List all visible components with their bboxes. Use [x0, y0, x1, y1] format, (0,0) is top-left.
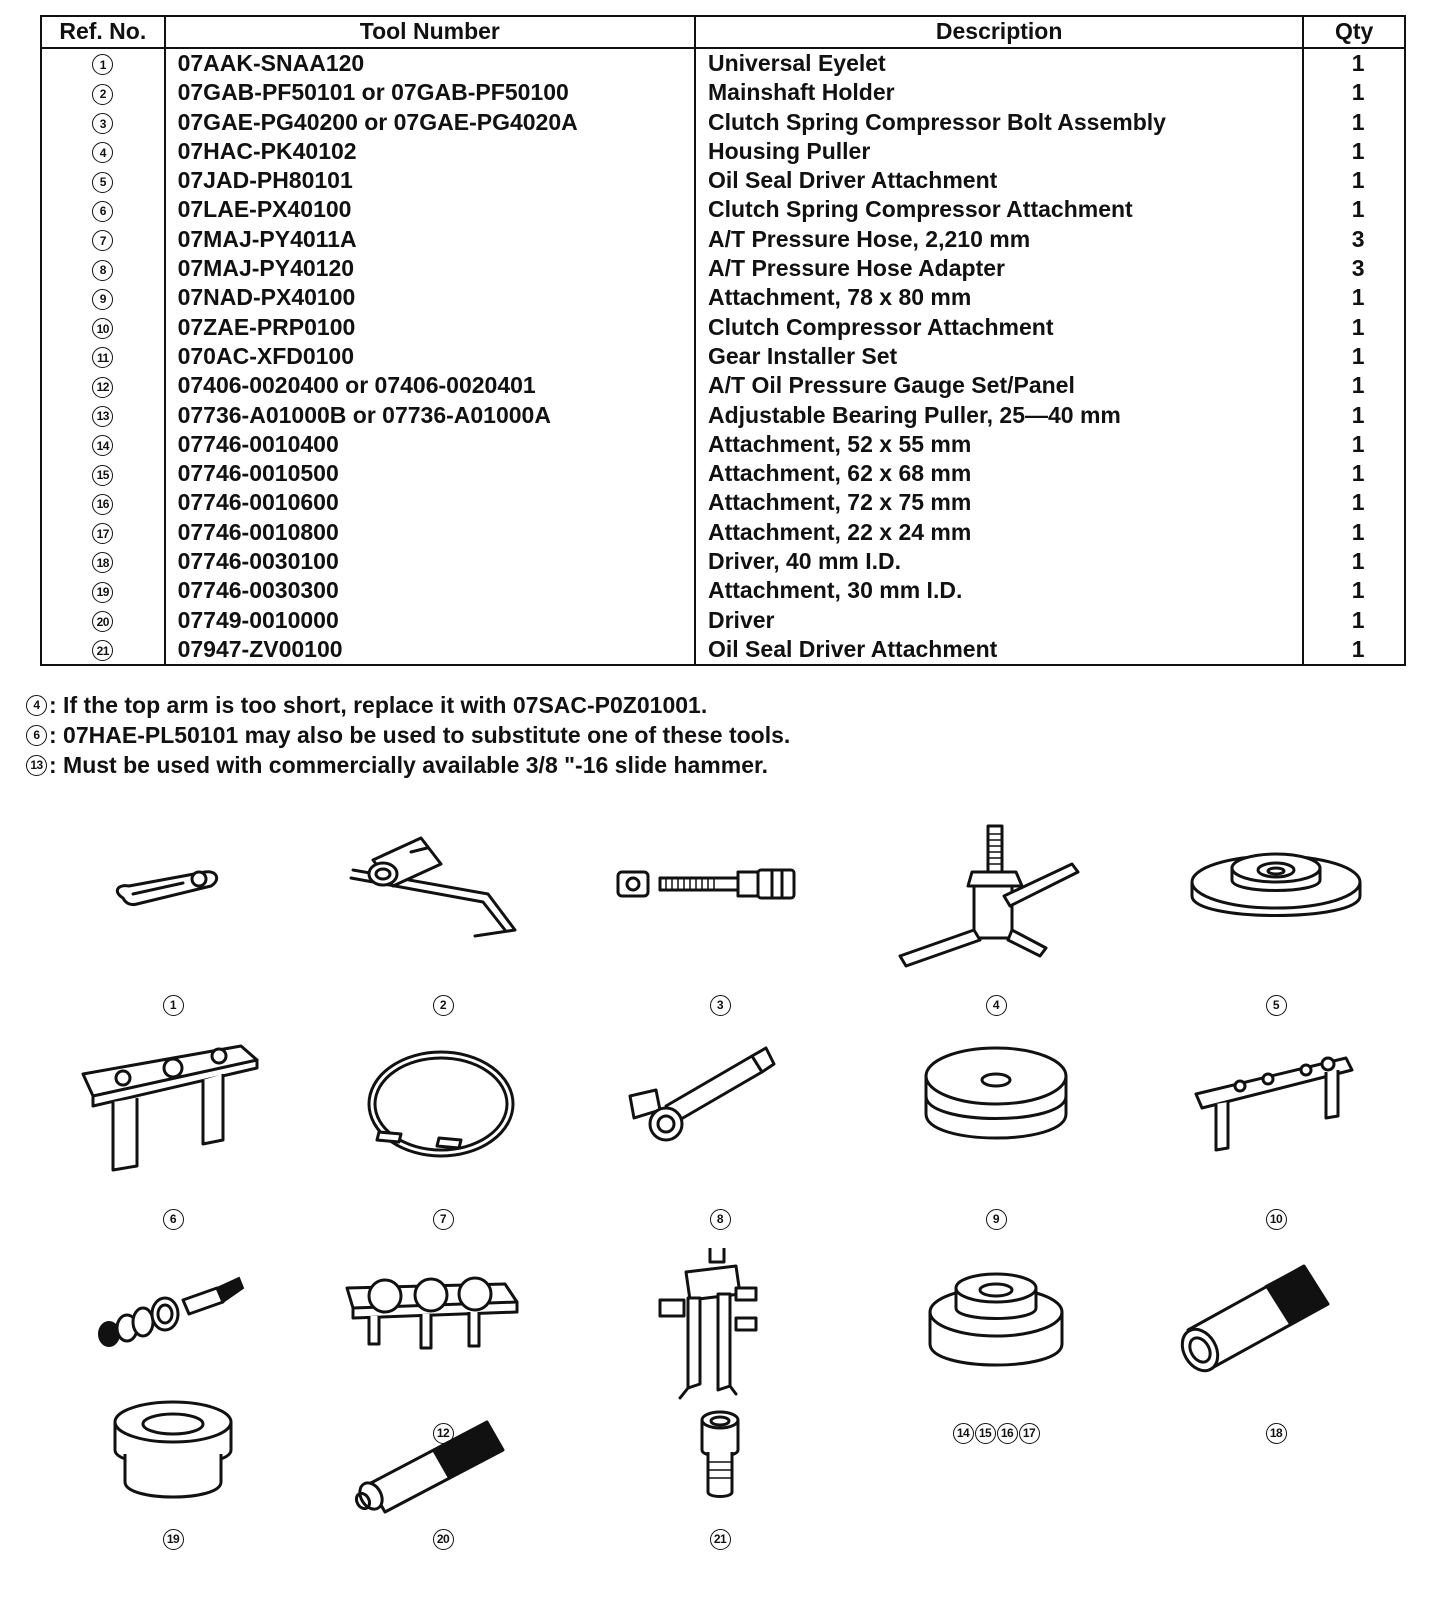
caption-ref-number: 16	[997, 1423, 1018, 1444]
table-row	[41, 606, 1405, 635]
cell-tool-number: 07746-0030300	[165, 576, 695, 605]
cell-ref-no	[41, 606, 165, 635]
universal-eyelet-icon	[53, 820, 293, 1000]
illustration-caption	[876, 1418, 1116, 1448]
cell-tool-number: 07746-0010800	[165, 518, 695, 547]
ref-number: 5	[92, 172, 113, 193]
illustration-caption	[876, 1204, 1116, 1234]
caption-ref-number: 20	[433, 1529, 454, 1550]
illustration-2	[323, 820, 563, 1050]
compressor-bolt-assembly-icon	[600, 820, 840, 1000]
header-qty: Qty	[1303, 16, 1405, 48]
cell-qty: 1	[1303, 518, 1405, 547]
illustration-8	[600, 1034, 840, 1264]
cell-ref-no	[41, 371, 165, 400]
housing-puller-icon	[876, 820, 1116, 1000]
cell-tool-number: 07746-0010600	[165, 488, 695, 517]
cell-qty: 3	[1303, 254, 1405, 283]
cell-tool-number: 070AC-XFD0100	[165, 342, 695, 371]
caption-ref-number: 14	[953, 1423, 974, 1444]
table-row	[41, 518, 1405, 547]
illustration-caption	[600, 1204, 840, 1234]
ref-number: 15	[92, 465, 113, 486]
caption-ref-number: 19	[163, 1529, 184, 1550]
table-row	[41, 254, 1405, 283]
ref-number: 16	[92, 494, 113, 515]
cell-ref-no	[41, 401, 165, 430]
caption-ref-number: 5	[1266, 995, 1287, 1016]
illustration-14-17	[876, 1248, 1116, 1478]
illustration-caption	[53, 990, 293, 1020]
cell-ref-no	[41, 137, 165, 166]
caption-ref-number: 6	[163, 1209, 184, 1230]
cell-ref-no	[41, 108, 165, 137]
header-ref-no: Ref. No.	[41, 16, 165, 48]
cell-tool-number: 07LAE-PX40100	[165, 195, 695, 224]
illustration-21	[600, 1392, 840, 1622]
cell-description: Adjustable Bearing Puller, 25—40 mm	[695, 401, 1303, 430]
illustration-caption	[323, 1204, 563, 1234]
cell-tool-number: 07ZAE-PRP0100	[165, 313, 695, 342]
footnote-text: : If the top arm is too short, replace it with 07SAC-P0Z01001.	[49, 692, 708, 718]
illustration-6	[53, 1034, 293, 1264]
ref-number: 11	[92, 347, 113, 368]
table-row	[41, 547, 1405, 576]
illustration-7	[323, 1034, 563, 1264]
cell-tool-number: 07746-0010400	[165, 430, 695, 459]
caption-ref-number: 9	[986, 1209, 1007, 1230]
cell-description: Oil Seal Driver Attachment	[695, 635, 1303, 665]
cell-description: Clutch Compressor Attachment	[695, 313, 1303, 342]
cell-description: Clutch Spring Compressor Bolt Assembly	[695, 108, 1303, 137]
cell-description: Universal Eyelet	[695, 48, 1303, 78]
cell-tool-number: 07AAK-SNAA120	[165, 48, 695, 78]
table-header-row	[41, 16, 1405, 48]
table-row	[41, 225, 1405, 254]
cell-qty: 1	[1303, 576, 1405, 605]
cell-qty: 1	[1303, 488, 1405, 517]
header-description: Description	[695, 16, 1303, 48]
footnotes	[26, 690, 790, 780]
ref-number: 13	[92, 406, 113, 427]
cell-description: Gear Installer Set	[695, 342, 1303, 371]
footnote-ref-number: 6	[26, 725, 47, 746]
cell-ref-no	[41, 254, 165, 283]
cell-ref-no	[41, 195, 165, 224]
illustration-caption	[600, 1524, 840, 1554]
illustration-19	[53, 1392, 293, 1622]
caption-ref-number: 7	[433, 1209, 454, 1230]
cell-tool-number: 07MAJ-PY40120	[165, 254, 695, 283]
clutch-compressor-attachment-icon	[1156, 1034, 1396, 1214]
footnote	[26, 720, 790, 750]
cell-qty: 1	[1303, 313, 1405, 342]
ref-number: 10	[92, 318, 113, 339]
footnote-text: : Must be used with commercially available 3/8 "-16 slide hammer.	[49, 752, 769, 778]
cell-ref-no	[41, 342, 165, 371]
illustration-caption	[53, 1524, 293, 1554]
cell-description: Attachment, 22 x 24 mm	[695, 518, 1303, 547]
clutch-spring-compressor-attachment-icon	[53, 1034, 293, 1214]
pressure-hose-icon	[323, 1034, 563, 1214]
ref-number: 9	[92, 289, 113, 310]
ref-number: 12	[92, 377, 113, 398]
footnote-text: : 07HAE-PL50101 may also be used to substitute one of these tools.	[49, 722, 791, 748]
cell-ref-no	[41, 518, 165, 547]
cell-description: Attachment, 52 x 55 mm	[695, 430, 1303, 459]
cell-tool-number: 07746-0010500	[165, 459, 695, 488]
ref-number: 14	[92, 435, 113, 456]
illustration-caption	[1156, 990, 1396, 1020]
table-row	[41, 137, 1405, 166]
ref-number: 3	[92, 113, 113, 134]
cell-ref-no	[41, 48, 165, 78]
cell-tool-number: 07GAE-PG40200 or 07GAE-PG4020A	[165, 108, 695, 137]
ref-number: 2	[92, 84, 113, 105]
cell-description: Attachment, 72 x 75 mm	[695, 488, 1303, 517]
illustration-caption	[323, 1524, 563, 1554]
illustration-caption	[1156, 1418, 1396, 1448]
mainshaft-holder-icon	[323, 820, 563, 1000]
cell-ref-no	[41, 166, 165, 195]
caption-ref-number: 12	[433, 1423, 454, 1444]
cell-ref-no	[41, 313, 165, 342]
table-row	[41, 576, 1405, 605]
cell-qty: 1	[1303, 108, 1405, 137]
cell-ref-no	[41, 635, 165, 665]
cell-qty: 1	[1303, 459, 1405, 488]
cell-qty: 1	[1303, 166, 1405, 195]
caption-ref-number: 15	[975, 1423, 996, 1444]
ref-number: 1	[92, 54, 113, 75]
illustration-4	[876, 820, 1116, 1050]
cell-qty: 1	[1303, 78, 1405, 107]
cell-ref-no	[41, 576, 165, 605]
footnote	[26, 690, 790, 720]
cell-description: A/T Pressure Hose Adapter	[695, 254, 1303, 283]
ref-number: 7	[92, 230, 113, 251]
oil-seal-driver-attachment-icon	[1156, 820, 1396, 1000]
cell-qty: 1	[1303, 547, 1405, 576]
ref-number: 6	[92, 201, 113, 222]
cell-qty: 1	[1303, 48, 1405, 78]
table-row	[41, 401, 1405, 430]
cell-qty: 3	[1303, 225, 1405, 254]
cell-description: A/T Oil Pressure Gauge Set/Panel	[695, 371, 1303, 400]
caption-ref-number: 8	[710, 1209, 731, 1230]
illustration-caption	[1156, 1204, 1396, 1234]
illustration-1	[53, 820, 293, 1050]
cell-tool-number: 07NAD-PX40100	[165, 283, 695, 312]
table-row	[41, 459, 1405, 488]
cell-description: Attachment, 30 mm I.D.	[695, 576, 1303, 605]
cell-tool-number: 07GAB-PF50101 or 07GAB-PF50100	[165, 78, 695, 107]
illustration-caption	[53, 1204, 293, 1234]
ref-number: 8	[92, 260, 113, 281]
illustration-3	[600, 820, 840, 1050]
footnote	[26, 750, 790, 780]
caption-ref-number: 3	[710, 995, 731, 1016]
cell-description: Oil Seal Driver Attachment	[695, 166, 1303, 195]
table-row	[41, 48, 1405, 78]
table-row	[41, 488, 1405, 517]
attachment-78x80-icon	[876, 1034, 1116, 1214]
cell-qty: 1	[1303, 195, 1405, 224]
table-row	[41, 371, 1405, 400]
ref-number: 4	[92, 142, 113, 163]
cell-qty: 1	[1303, 342, 1405, 371]
cell-tool-number: 07749-0010000	[165, 606, 695, 635]
table-row	[41, 108, 1405, 137]
cell-ref-no	[41, 488, 165, 517]
illustration-18	[1156, 1248, 1396, 1478]
illustration-caption	[323, 990, 563, 1020]
ref-number: 19	[92, 582, 113, 603]
table-body	[41, 48, 1405, 665]
caption-ref-number: 2	[433, 995, 454, 1016]
table-row	[41, 313, 1405, 342]
caption-ref-number: 10	[1266, 1209, 1287, 1230]
cell-qty: 1	[1303, 430, 1405, 459]
cell-tool-number: 07947-ZV00100	[165, 635, 695, 665]
table-row	[41, 430, 1405, 459]
cell-qty: 1	[1303, 283, 1405, 312]
illustration-9	[876, 1034, 1116, 1264]
footnote-ref-number: 4	[26, 695, 47, 716]
cell-description: Driver	[695, 606, 1303, 635]
special-tools-table	[40, 15, 1406, 666]
header-tool-number: Tool Number	[165, 16, 695, 48]
table-row	[41, 78, 1405, 107]
cell-ref-no	[41, 283, 165, 312]
table-row	[41, 283, 1405, 312]
cell-tool-number: 07746-0030100	[165, 547, 695, 576]
cell-qty: 1	[1303, 371, 1405, 400]
cell-tool-number: 07406-0020400 or 07406-0020401	[165, 371, 695, 400]
caption-ref-number: 18	[1266, 1423, 1287, 1444]
attachment-set-icon	[876, 1248, 1116, 1428]
caption-ref-number: 4	[986, 995, 1007, 1016]
caption-ref-number: 1	[163, 995, 184, 1016]
table-row	[41, 166, 1405, 195]
cell-ref-no	[41, 78, 165, 107]
illustration-caption	[600, 990, 840, 1020]
illustration-5	[1156, 820, 1396, 1050]
cell-description: Clutch Spring Compressor Attachment	[695, 195, 1303, 224]
cell-ref-no	[41, 459, 165, 488]
cell-ref-no	[41, 225, 165, 254]
cell-tool-number: 07736-A01000B or 07736-A01000A	[165, 401, 695, 430]
cell-description: Housing Puller	[695, 137, 1303, 166]
ref-number: 17	[92, 523, 113, 544]
table-row	[41, 342, 1405, 371]
driver-40mm-icon	[1156, 1248, 1396, 1428]
cell-qty: 1	[1303, 401, 1405, 430]
cell-description: Attachment, 62 x 68 mm	[695, 459, 1303, 488]
cell-qty: 1	[1303, 606, 1405, 635]
ref-number: 21	[92, 640, 113, 661]
pressure-hose-adapter-icon	[600, 1034, 840, 1214]
cell-ref-no	[41, 430, 165, 459]
cell-description: A/T Pressure Hose, 2,210 mm	[695, 225, 1303, 254]
table-row	[41, 195, 1405, 224]
cell-tool-number: 07MAJ-PY4011A	[165, 225, 695, 254]
illustration-20	[323, 1392, 563, 1622]
cell-description: Driver, 40 mm I.D.	[695, 547, 1303, 576]
ref-number: 18	[92, 552, 113, 573]
cell-description: Mainshaft Holder	[695, 78, 1303, 107]
cell-description: Attachment, 78 x 80 mm	[695, 283, 1303, 312]
cell-tool-number: 07HAC-PK40102	[165, 137, 695, 166]
caption-ref-number: 17	[1019, 1423, 1040, 1444]
table-row	[41, 635, 1405, 665]
footnote-ref-number: 13	[26, 755, 47, 776]
ref-number: 20	[92, 611, 113, 632]
cell-qty: 1	[1303, 635, 1405, 665]
illustration-caption	[876, 990, 1116, 1020]
illustration-10	[1156, 1034, 1396, 1264]
cell-tool-number: 07JAD-PH80101	[165, 166, 695, 195]
caption-ref-number: 21	[710, 1529, 731, 1550]
cell-ref-no	[41, 547, 165, 576]
cell-qty: 1	[1303, 137, 1405, 166]
